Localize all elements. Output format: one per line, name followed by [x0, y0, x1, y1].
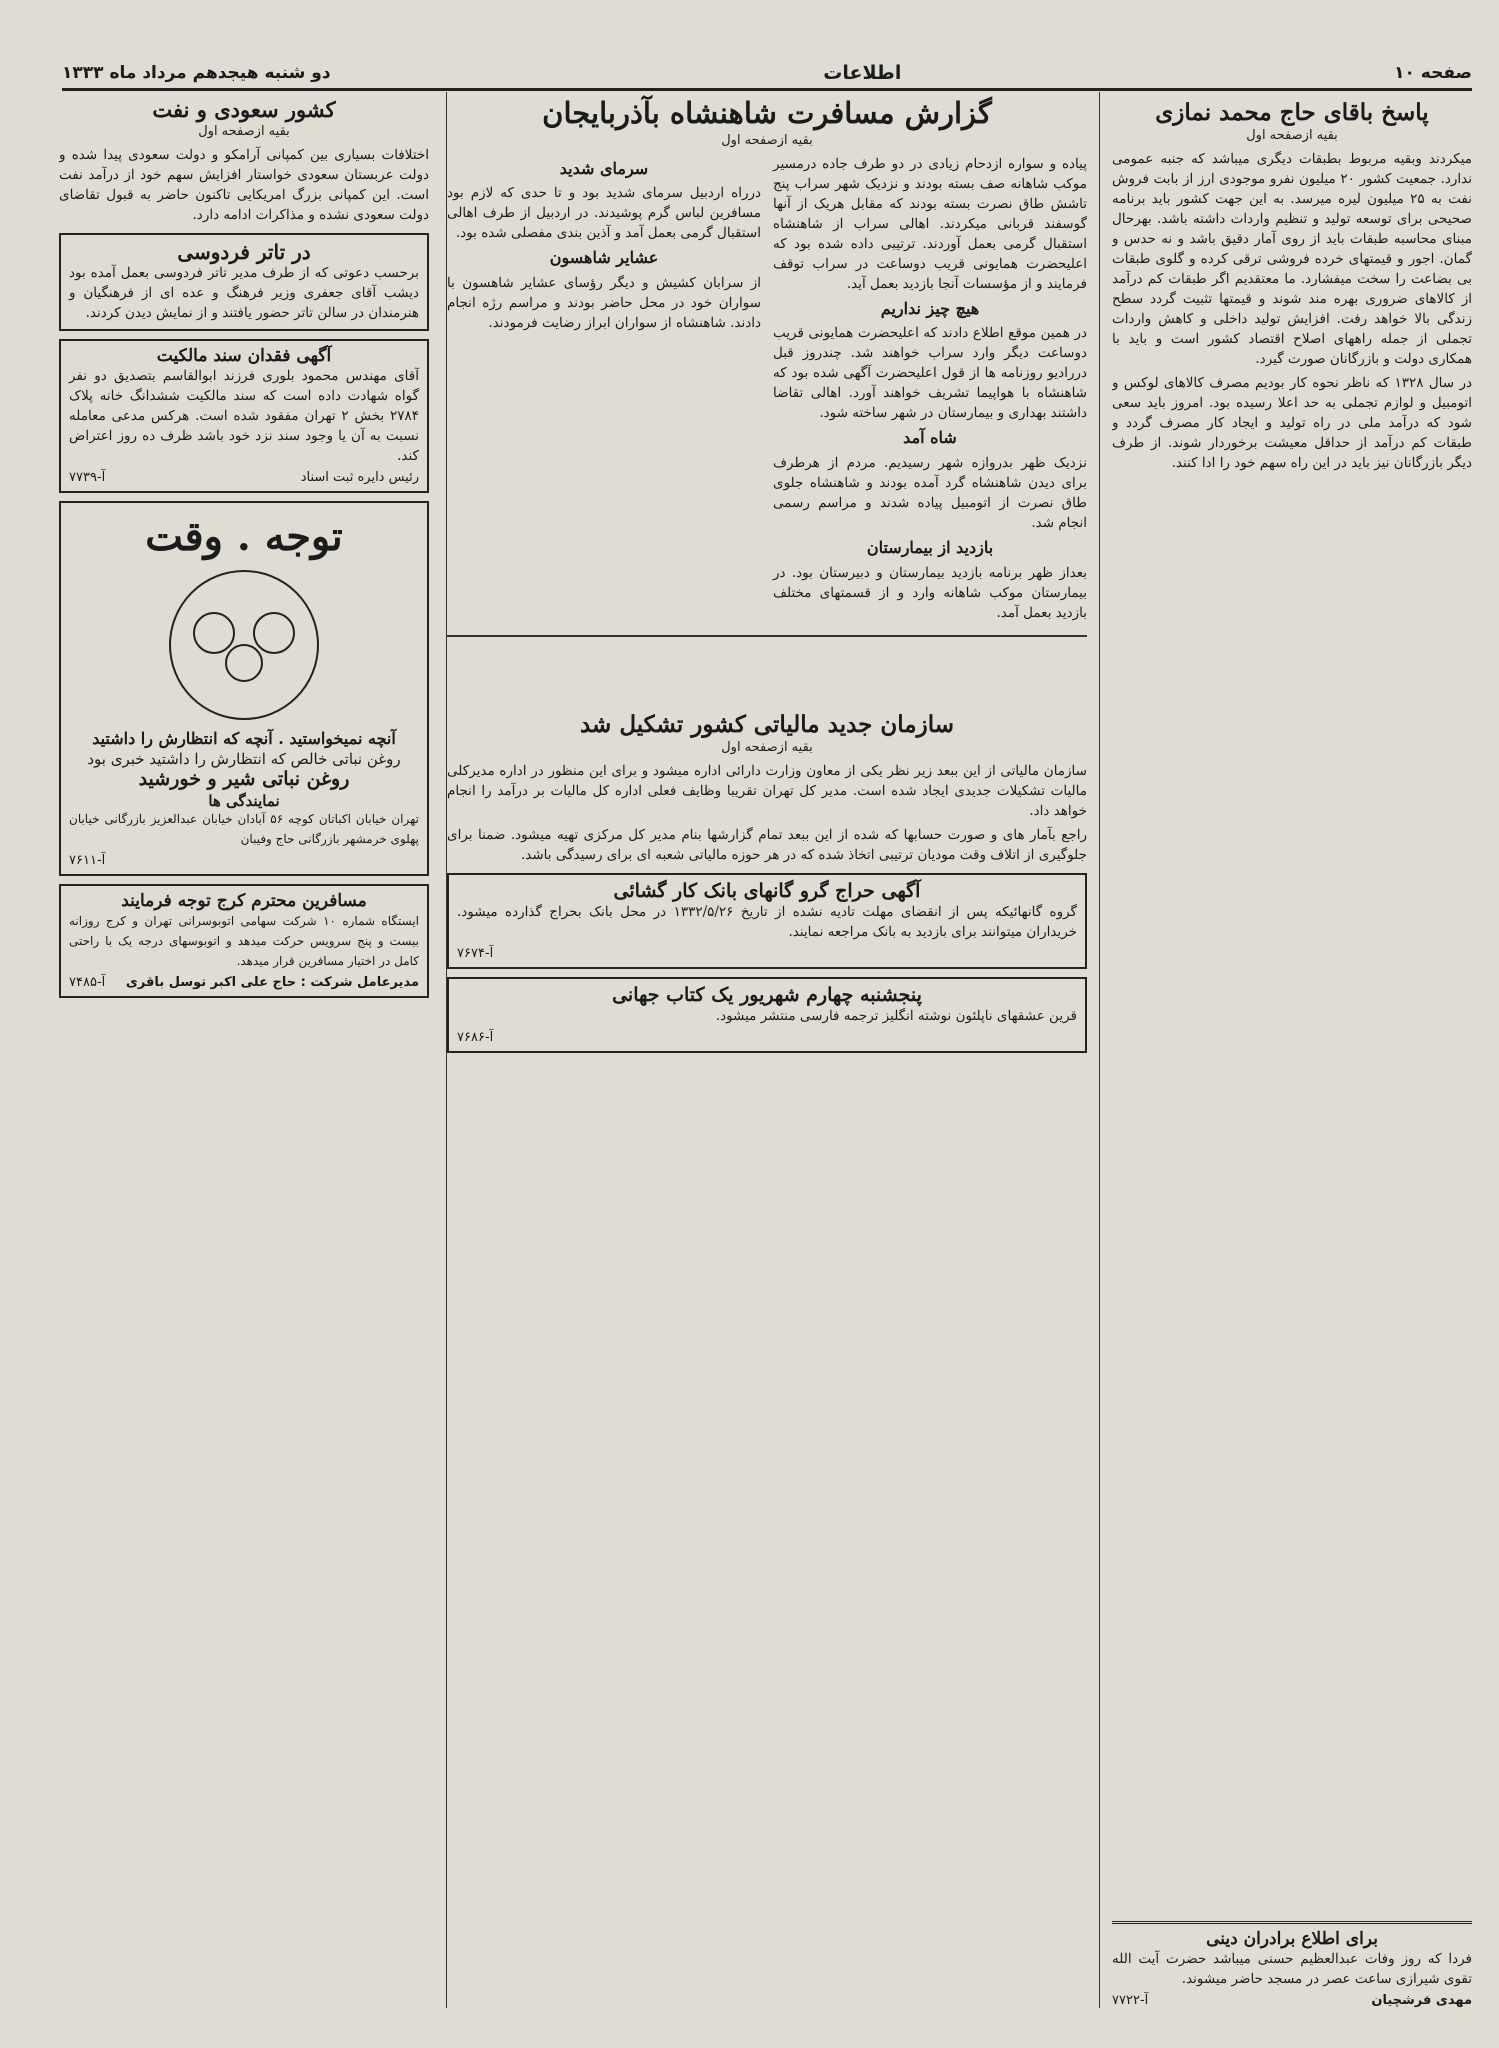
article-title: کشور سعودی و نفت — [152, 97, 336, 122]
theater-body: برحسب دعوتی که از طرف مدیر تاتر فردوسی بعمل آمده بود دیشب آقای جعفری وزیر فرهنگ و عده ای از فرهنگیان و هنرمندان در سالن تاتر حضور یافتند و از نمایش دیدن کردند. — [69, 265, 419, 322]
travel-notice — [59, 884, 429, 998]
auction-body: گروه گانهائیکه پس از انقضای مهلت تادیه نشده از تاریخ ۱۳۳۲/۵/۲۶ در محل بانک بحراج گذارده میشود. خریداران میتوانند برای بازدید به بانک مراجعه نمایند. — [457, 904, 1077, 941]
paper-name: اطلاعات — [823, 62, 902, 84]
section-heading: هیچ چیز نداریم — [880, 298, 980, 318]
article-continuation: بقیه ازصفحه اول — [721, 740, 813, 756]
issue-date: دو شنبه هیجدهم مرداد ماه ۱۳۳۳ — [62, 63, 331, 83]
religious-notice — [1112, 1921, 1472, 2008]
book-body: قرین عشقهای ناپلئون نوشته انگلیز ترجمه فارسی منتشر میشود. — [715, 1008, 1077, 1025]
article-body-continued: راجع بآمار های و صورت حسابها که شده از این ببعد تمام گزارشها بنام مدیر کل مرکزی تهیه میشود. ضمنا برای جلوگیری از اتلاف وقت مودیان ترتیبی اتخاذ شده که در هر حوزه مالیاتی شعبه ای برای رسیدگی باشد. — [447, 827, 1087, 864]
notice-title: برای اطلاع برادران دینی — [1206, 1929, 1378, 1950]
ad-line-1: آنچه نمیخواستید . آنچه که انتظارش را داشتید — [92, 728, 396, 748]
agents-title: نمایندگی ها — [208, 791, 280, 810]
column-rule — [446, 92, 447, 2008]
agents-code: آ-۷۶۱۱ — [69, 853, 106, 869]
section-body: درراه اردبیل سرمای شدید بود و تا حدی که لازم بود مسافرین لباس گرم پوشیدند. در اردبیل از طرف اهالی استقبال گرمی بعمل آمد و آذین بندی مفصلی شده بود. — [447, 185, 761, 242]
agents-body: تهران خیابان اکباتان کوچه ۵۶ آبادان خیابان عبدالعزیز بازرگانی خیابان پهلوی خرمشهر بازرگانی حاج وفیبان — [69, 812, 420, 847]
column-namazi — [1112, 92, 1472, 2008]
column-rule — [1099, 92, 1100, 2008]
auction-title: آگهی حراج گرو گانهای بانک کار گشائی — [613, 880, 921, 903]
theater-title: در تاتر فردوسی — [177, 240, 311, 265]
article-body-continued: در سال ۱۳۲۸ که ناظر نحوه کار بودیم مصرف کالاهای لوکس و اتومبیل و لوازم تجملی به حد اعلا رسیده بود. امروز باید سعی شود که درآمد ملی در راه تولید و ایجاد کار مصرف گردد و طبقات کم درآمد از حداقل معیشت برخوردار شوند. از طرف دیگر بازرگانان نیز باید در این راه سهم خود را ادا کنند. — [1112, 375, 1472, 472]
article-continuation: بقیه ازصفحه اول — [721, 132, 813, 148]
auction-notice — [447, 873, 1087, 969]
book-code: آ-۷۶۸۶ — [457, 1030, 494, 1046]
column-saudi — [59, 92, 429, 2008]
notice-code: آ-۷۷۲۲ — [1112, 1993, 1149, 2008]
article-title: گزارش مسافرت شاهنشاه بآذربایجان — [542, 96, 992, 130]
article-body: میکردند وبقیه مربوط بطبقات دیگری میباشد که جنبه عمومی ندارد. جمعیت کشور ۲۰ میلیون نفرو موجودی ارز از بابت فروش نفت به ۲۵ میلیون لیره میرسد. به این جهت کشور باید برنامه صحیحی برای توسعه تولید و تنظیم واردات داشته باشد. بهرحال مبنای محاسبه طبقات باید از روی آمار دقیق باشد و نه حدس و گمان. اجور و قیمتهای خرده فروشی ترقی کرده و گلوی طبقات بی بضاعت را سخت میفشارد. ما معتقدیم اگر طبقات کم درآمد از کالاهای ضروری بهره مند شوند و قیمتها تثبیت گردد سطح زندگی بالا خواهد رفت. افزایش تولید داخلی و کاهش واردات تجملی از جمله راههای اصلاح اقتصاد کشور است و باید با همکاری دولت و بازرگانان صورت گیرد. — [1112, 151, 1472, 368]
article-body: پیاده و سواره ازدحام زیادی در دو طرف جاده درمسیر موکب شاهانه صف بسته بودند و نزدیک شهر سراب پنج تاشش طاق نصرت بسته بودند که مقابل هریک از آنها گوسفند قربانی میکردند. اهالی سراب از شاهنشاه استقبال گرمی بعمل آوردند. ترتیبی داده شده بود که اعلیحضرت همایونی قریب دوساعت در سراب توقف فرمایند و از مؤسسات آنجا بازدید بعمل آید. — [773, 155, 1087, 292]
lost-deed-notice — [59, 339, 429, 493]
ad-line-3: روغن نباتی شیر و خورشید — [138, 767, 350, 790]
section-heading: شاه آمد — [903, 428, 957, 448]
lost-deed-code: آ-۷۷۳۹ — [69, 469, 106, 485]
page-number: صفحه ۱۰ — [1394, 63, 1472, 83]
travel-signature: مدیرعامل شرکت : حاج علی اکبر توسل باقری — [125, 974, 419, 990]
book-title: پنجشنبه چهارم شهریور یک کتاب جهانی — [612, 984, 922, 1007]
section-body: از سرابان کشیش و دیگر رؤسای عشایر شاهسون با سواران خود در محل حاضر بودند و مراسم رژه انجام دادند. شاهنشاه از سواران ابراز رضایت فرمودند. — [447, 275, 761, 332]
section-heading: سرمای شدید — [559, 158, 649, 178]
lost-deed-body: آقای مهندس محمود بلوری فرزند ابوالقاسم بتصدیق دو نفر گواه شهادت داده است که سند مالکیت ششدانگ خانه پلاک ۲۷۸۴ بخش ۲ تهران مفقود شده است. هرکس مدعی معامله نسبت به آن یا وجود سند نزد خود باشد ظرف ده روز اعتراض کند. — [69, 367, 420, 464]
section-heading: بازدید از بیمارستان — [866, 538, 994, 558]
lost-deed-title: آگهی فقدان سند مالکیت — [156, 346, 332, 367]
theater-notice — [59, 233, 429, 331]
article-body: اختلافات بسیاری بین کمپانی آرامکو و دولت سعودی پیدا شده و دولت عربستان سعودی خواستار افزایش سهم خود از درآمد نفت است. این کمپانی بزرگ امریکایی تاکنون حاضر به قبول تقاضای دولت سعودی نشده و مذاکرات ادامه دارد. — [59, 147, 429, 224]
section-heading: عشایر شاهسون — [549, 248, 659, 268]
section-body: بعداز ظهر برنامه بازدید بیمارستان و دبیرستان بود. در بیمارستان موکب شاهانه وارد و از قسمتهای مختلف بازدید بعمل آمد. — [773, 564, 1087, 621]
travel-title: مسافرین محترم کرج توجه فرمایند — [121, 891, 367, 912]
section-body: در همین موقع اطلاع دادند که اعلیحضرت همایونی قریب دوساعت دیگر وارد سراب خواهند شد. چندروز قبل دررادیو روزنامه ها از قول اعلیحضرت آگهی شده بود که شاهنشاه با هواپیما تشریف خواهند آورد. اهالی تقاضا داشتند بهداری و بیمارستان در شهر ساخته شود. — [773, 325, 1087, 422]
notice-body: فردا که روز وفات عبدالعظیم حسنی میباشد حضرت آیت الله تقوی شیرازی ساعت عصر در مسجد حاضر میشوند. — [1112, 1951, 1472, 1987]
auction-code: آ-۷۶۷۴ — [457, 946, 494, 962]
article-continuation: بقیه ازصفحه اول — [1246, 128, 1338, 144]
travel-body: ایستگاه شماره ۱۰ شرکت سهامی اتوبوسرانی تهران و کرج روزانه بیست و پنج سرویس حرکت میدهد و اتوبوسهای درجه یک با راحتی کامل در اختیار مسافرین قرار میدهد. — [69, 913, 419, 968]
tax-article — [447, 712, 1087, 1053]
women-illustration — [134, 565, 354, 725]
notice-signature: مهدی فرشچیان — [1371, 1993, 1472, 2008]
oil-advertisement — [59, 501, 429, 877]
column-azerbaijan — [447, 92, 1087, 2008]
article-title: سازمان جدید مالیاتی کشور تشکیل شد — [579, 711, 955, 738]
article-continuation: بقیه ازصفحه اول — [198, 124, 290, 140]
lost-deed-signature: رئیس دایره ثبت اسناد — [300, 469, 419, 485]
masthead — [62, 58, 1472, 91]
travel-code: آ-۷۴۸۵ — [69, 974, 106, 990]
ad-title: توجه . وقت — [145, 512, 343, 560]
article-title: پاسخ باقای حاج محمد نمازی — [1155, 99, 1429, 126]
section-body: نزدیک ظهر بدروازه شهر رسیدیم. مردم از هرطرف برای دیدن شاهنشاه گرد آمده بودند و شاهنشاه جلوی طاق نصرت از اتومبیل پیاده شدند و مراسم رسمی انجام شد. — [773, 455, 1087, 532]
book-notice — [447, 977, 1087, 1053]
ad-line-2: روغن نباتی خالص که انتظارش را داشتید خبری بود — [87, 749, 401, 768]
article-body: سازمان مالیاتی از این ببعد زیر نظر یکی از معاون وزارت دارائی اداره میشود و برای این منظور در اداره مدیرکلی مالیات تشکیلات جدیدی ایجاد شده است. مدیر کل تهران تقریبا وظایف فعلی اداره کل مالیات بر درآمد را انجام خواهد داد. — [447, 763, 1087, 820]
